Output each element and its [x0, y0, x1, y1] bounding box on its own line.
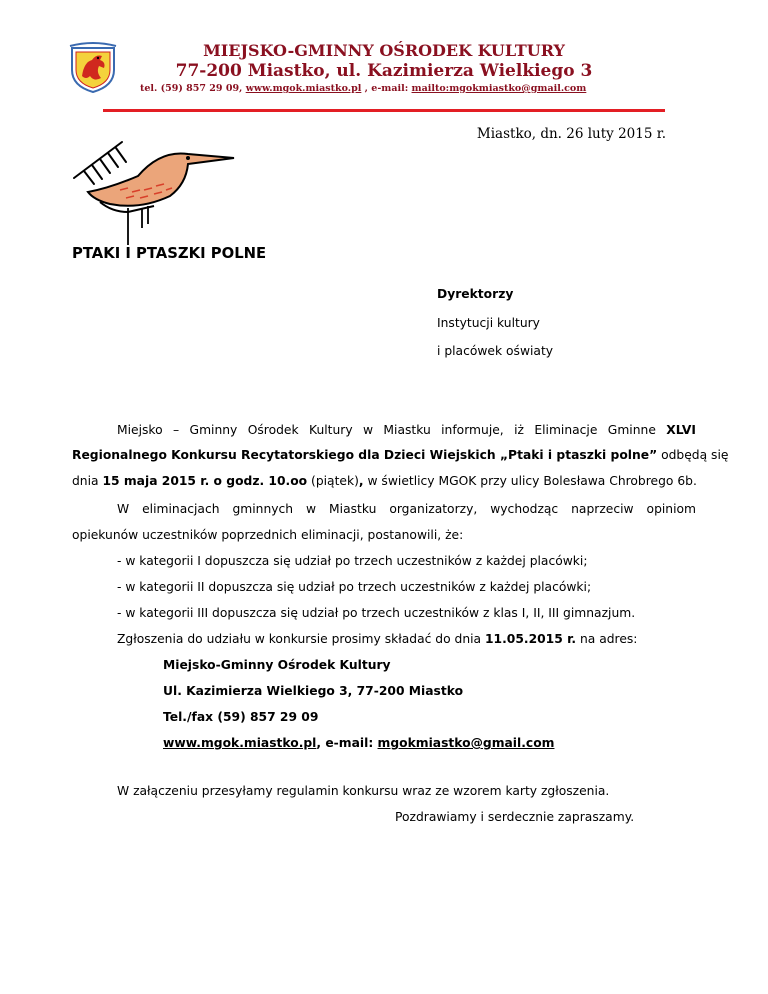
event-title: PTAKI I PTASZKI POLNE: [72, 245, 267, 262]
header-rule: [103, 109, 665, 112]
category-1: - w kategorii I dopuszcza się udział po trzech uczestników z każdej placówki;: [117, 554, 588, 568]
contact-mail-link[interactable]: mailto:mgokmiastko@gmail.com: [411, 83, 587, 94]
paragraph-line-5: opiekunów uczestników poprzednich eliminacji, postanowili, że:: [72, 528, 464, 542]
paragraph-line-4: W eliminacjach gminnych w Miastku organizatorzy, wychodząc naprzeciw opiniom: [117, 502, 696, 516]
contact-tel: tel. (59) 857 29 09,: [140, 83, 243, 94]
addressee-line-2: Instytucji kultury: [437, 316, 540, 330]
contact-www-link[interactable]: www.mgok.miastko.pl: [245, 83, 362, 94]
org-address: 77-200 Miastko, ul. Kazimierza Wielkiego 3: [175, 61, 593, 81]
bird-drawing-icon: [70, 140, 240, 245]
paragraph-line-2: Regionalnego Konkursu Recytatorskiego dla Dzieci Wiejskich „Ptaki i ptaszki polne” odbędą się: [72, 448, 729, 462]
paragraph-line-3: dnia 15 maja 2015 r. o godz. 10.oo (piątek), w świetlicy MGOK przy ulicy Bolesława Chrobrego 6b.: [72, 474, 697, 488]
paragraph-line-1: Miejsko – Gminny Ośrodek Kultury w Miastku informuje, iż Eliminacje Gminne XLVI: [117, 423, 696, 437]
contact-sep: , e-mail:: [364, 83, 409, 94]
contact-line: [140, 83, 586, 94]
address-line-2: Ul. Kazimierza Wielkiego 3, 77-200 Miastko: [163, 684, 464, 698]
closing-line: Pozdrawiamy i serdecznie zapraszamy.: [395, 810, 635, 824]
address-mail-link[interactable]: mgokmiastko@gmail.com: [377, 736, 555, 750]
addressee-line-1: Dyrektorzy: [437, 287, 514, 301]
addressee-line-3: i placówek oświaty: [437, 344, 554, 358]
header-title: [0, 40, 768, 82]
address-www-link[interactable]: www.mgok.miastko.pl: [163, 736, 317, 750]
date-line: Miastko, dn. 26 luty 2015 r.: [476, 126, 666, 142]
address-line-4: www.mgok.miastko.pl, e-mail: mgokmiastko@gmail.com: [163, 736, 555, 750]
category-3: - w kategorii III dopuszcza się udział po trzech uczestników z klas I, II, III gimnazjum.: [117, 606, 636, 620]
deadline-line: Zgłoszenia do udziału w konkursie prosimy składać do dnia 11.05.2015 r. na adres:: [117, 632, 638, 646]
address-line-1: Miejsko-Gminny Ośrodek Kultury: [163, 658, 391, 672]
address-line-3: Tel./fax (59) 857 29 09: [163, 710, 319, 724]
org-name: MIEJSKO-GMINNY OŚRODEK KULTURY: [203, 41, 565, 60]
attachment-line: W załączeniu przesyłamy regulamin konkursu wraz ze wzorem karty zgłoszenia.: [117, 784, 610, 798]
category-2: - w kategorii II dopuszcza się udział po trzech uczestników z każdej placówki;: [117, 580, 592, 594]
